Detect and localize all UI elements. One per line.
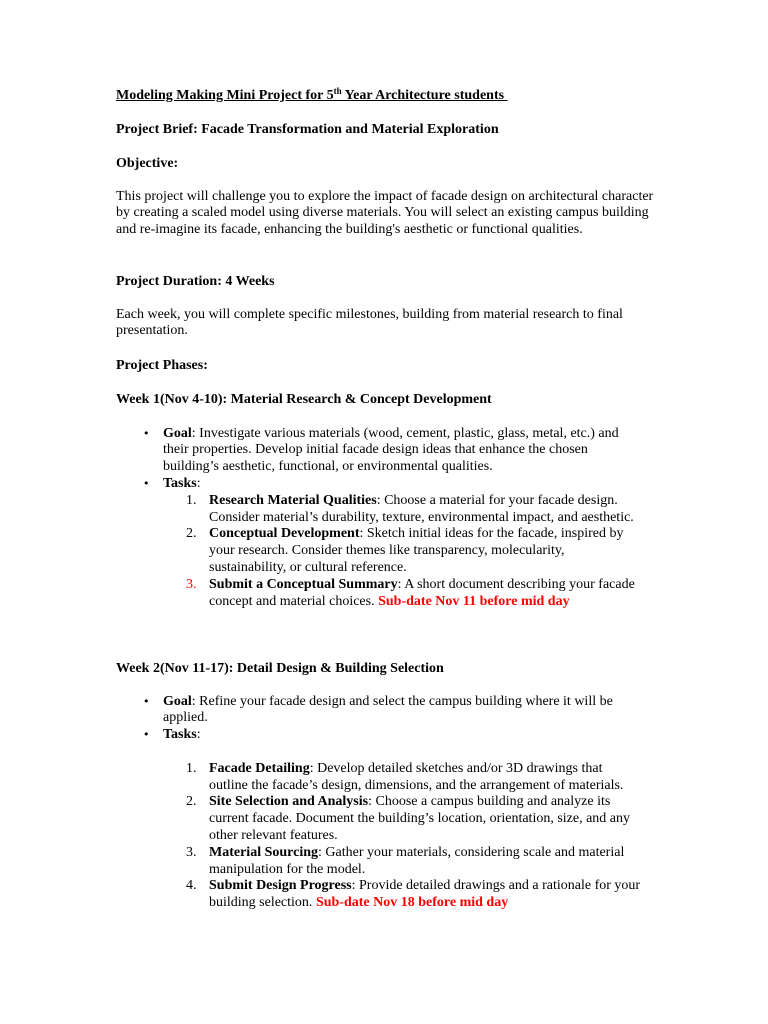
task-title: Material Sourcing [209, 844, 319, 860]
week-1-task-2 [143, 526, 641, 576]
title-text [116, 88, 508, 103]
tasks-suffix: : [196, 475, 201, 491]
week-2-task-1 [143, 761, 641, 795]
title-main: Modeling Making Mini Project for 5 [116, 88, 334, 103]
week-2-task-3 [143, 845, 641, 879]
task-deadline: Sub-date Nov 11 before mid day [378, 593, 570, 609]
task-title: Site Selection and Analysis [209, 794, 369, 810]
week-1-tasks-item [143, 476, 640, 493]
task-title: Research Material Qualities [209, 492, 377, 508]
task-number: 1. [186, 760, 197, 776]
bullet-icon: • [143, 728, 150, 742]
task-number: 2. [186, 794, 197, 810]
task-title: Conceptual Development [209, 526, 360, 542]
tasks-label: Tasks [163, 727, 197, 743]
week-1-goal-item [143, 426, 640, 476]
tasks-suffix: : [196, 727, 201, 743]
week-2-goal-item [143, 694, 640, 728]
week-2-list [143, 694, 643, 912]
week-2-task-2 [143, 794, 641, 844]
task-text: : A short document describing your facade concept and material choices. [209, 576, 635, 609]
duration-paragraph: Each week, you will complete specific milestones, building from material research to final presentation. [116, 306, 623, 339]
task-text: : Choose a campus building and analyze its current facade. Document the building’s location, orientation, size, and any other relevant features. [209, 794, 631, 843]
duration-heading: Project Duration: 4 Weeks [116, 273, 275, 289]
goal-text: : Refine your facade design and select the campus building where it will be applied. [163, 693, 613, 726]
task-text: : Sketch initial ideas for the facade, inspired by your research. Consider themes like transparency, molecularity, sustainability, or cultural reference. [209, 526, 624, 575]
task-number: 2. [186, 526, 197, 542]
week-2-heading: Week 2(Nov 11-17): Detail Design & Building Selection [116, 660, 444, 676]
blank-line [143, 744, 643, 761]
task-number: 4. [186, 878, 197, 894]
task-text: : Develop detailed sketches and/or 3D drawings that outline the facade’s design, dimensions, and the arrangement of materials. [209, 760, 624, 793]
tasks-label: Tasks [163, 475, 197, 491]
task-number: 1. [186, 492, 197, 508]
week-2-task-4 [143, 878, 641, 912]
goal-text: : Investigate various materials (wood, cement, plastic, glass, metal, etc.) and their properties. Develop initial facade design ideas that enhance the chosen building’s aesthetic, functional, or environmental qualities. [163, 425, 619, 475]
bullet-icon: • [143, 426, 150, 440]
task-title: Facade Detailing [209, 760, 310, 776]
task-title: Submit a Conceptual Summary [209, 576, 398, 592]
week-1-list [143, 426, 643, 611]
title-superscript: th [333, 86, 342, 96]
week-2-tasks-item [143, 727, 640, 744]
task-title: Submit Design Progress [209, 878, 352, 894]
objective-heading: Objective: [116, 155, 179, 171]
phases-heading: Project Phases: [116, 357, 208, 373]
document-title [116, 88, 656, 105]
bullet-icon: • [143, 476, 150, 490]
week-1-heading: Week 1(Nov 4-10): Material Research & Concept Development [116, 391, 492, 407]
task-text: : Provide detailed drawings and a rationale for your building selection. [209, 878, 641, 911]
objective-paragraph: This project will challenge you to explore the impact of facade design on architectural character by creating a scaled model using diverse materials. You will select an existing campus building and re-imagine its facade, enhancing the building's aesthetic or functional qualities. [116, 188, 654, 238]
task-number: 3. [186, 844, 197, 860]
goal-label: Goal [163, 425, 192, 441]
task-text: : Gather your materials, considering scale and material manipulation for the model. [209, 844, 625, 877]
week-1-task-3 [143, 577, 641, 611]
task-number: 3. [186, 576, 197, 592]
project-brief-heading: Project Brief: Facade Transformation and Material Exploration [116, 122, 499, 137]
week-1-task-1 [143, 493, 641, 527]
title-rest: Year Architecture students [341, 88, 508, 103]
task-deadline: Sub-date Nov 18 before mid day [315, 895, 509, 911]
bullet-icon: • [143, 694, 150, 708]
goal-label: Goal [163, 693, 192, 709]
task-text: : Choose a material for your facade design. Consider material’s durability, texture, environmental impact, and aesthetic. [209, 492, 634, 525]
